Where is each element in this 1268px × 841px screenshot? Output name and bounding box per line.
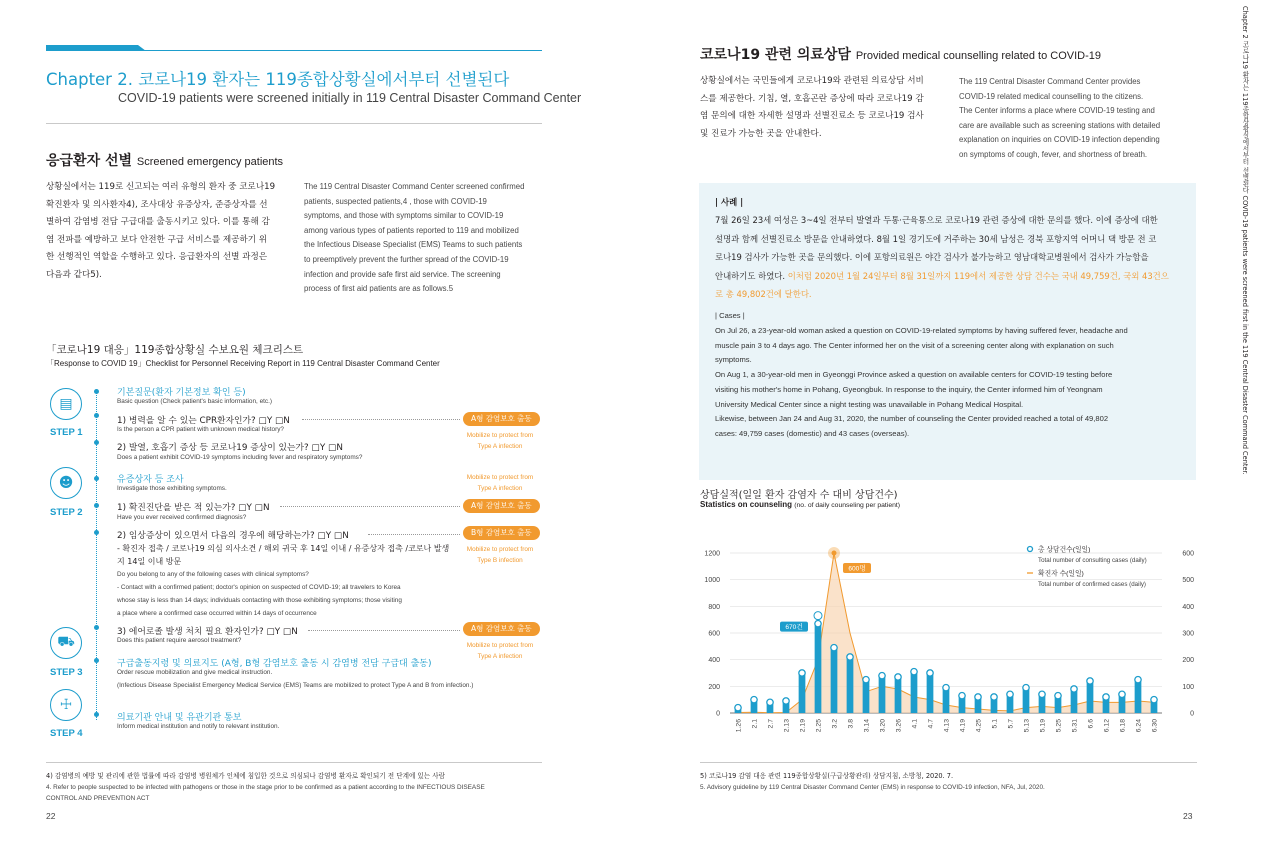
divider — [46, 123, 542, 124]
step-1-label: STEP 1 — [50, 427, 83, 438]
bar-marker — [783, 698, 789, 704]
footnote-divider — [700, 762, 1197, 763]
x-tick-label: 4.13 — [943, 719, 951, 733]
bar — [911, 672, 918, 713]
x-tick-label: 5.31 — [1071, 719, 1079, 733]
rescue-order-en: Order rescue mobilization and give medical instruction. — [117, 669, 273, 676]
bar — [1087, 681, 1094, 713]
x-tick-label: 2.25 — [815, 719, 823, 733]
timeline-dot — [94, 413, 99, 418]
bar — [799, 673, 806, 713]
peak-marker — [814, 612, 822, 620]
basic-question-en: Basic question (Check patient's basic information, etc.) — [117, 398, 273, 405]
bar-marker — [943, 684, 949, 690]
question-cpr-en: Is the person a CPR patient with unknown medical history? — [117, 426, 284, 433]
x-tick-label: 6.18 — [1119, 719, 1127, 733]
section-heading-screening — [46, 150, 283, 170]
x-tick-label: 5.13 — [1023, 719, 1031, 733]
chapter-header-bar — [46, 45, 542, 51]
y-tick-label-left: 0 — [716, 710, 720, 718]
question-clinical-en: whose stay is less than 14 days; individuals contacting with those exhibiting symptoms; those visiting — [117, 597, 402, 604]
footnote-en: 5. Advisory guideline by 119 Central Disaster Command Center (EMS) in response to COVID-19 infection, NFA, Jul, 2020. — [700, 784, 1045, 791]
bar-marker — [831, 644, 837, 650]
x-tick-label: 6.30 — [1151, 719, 1159, 733]
y-tick-label-left: 400 — [708, 657, 720, 665]
x-tick-label: 3.8 — [847, 719, 855, 729]
y-tick-label-right: 0 — [1190, 710, 1194, 718]
type-a-note: Mobilize to protect from Type A infection — [466, 642, 534, 660]
section-heading-ko: 코로나19 관련 의료상담 — [700, 47, 851, 63]
chapter-title: Chapter 2. 코로나19 환자는 119종합상황실에서부터 선별된다 — [46, 70, 510, 89]
section-heading-en: Provided medical counselling related to COVID-19 — [855, 50, 1102, 62]
x-tick-label: 2.1 — [751, 719, 759, 729]
x-tick-label: 5.1 — [991, 719, 999, 729]
body-line: patients, suspected patients,4 , those with COVID-19 — [304, 196, 487, 206]
bar-marker — [927, 670, 933, 676]
footnote-en: 4. Refer to people suspected to be infected with pathogens or those in the stage prior to be confirmed as a patient according to the INFECTIOUS DISEASE CONTROL AND PREVENTION ACT — [46, 784, 485, 802]
x-tick-label: 3.26 — [895, 719, 903, 733]
investigate-en: Investigate those exhibiting symptoms. — [117, 485, 227, 492]
legend-label: Total number of consulting cases (daily) — [1038, 557, 1147, 564]
x-tick-label: 4.25 — [975, 719, 983, 733]
bar — [927, 673, 934, 713]
bar-marker — [735, 704, 741, 710]
question-clinical-en: a place where a confirmed case occurred within 14 days of occurrence — [117, 610, 317, 617]
bar-marker — [895, 674, 901, 680]
bar-marker — [1023, 684, 1029, 690]
timeline-dot — [94, 389, 99, 394]
legend-label: Total number of confirmed cases (daily) — [1038, 581, 1146, 588]
body-text-en — [959, 75, 1199, 163]
body-line: The Center informs a place where COVID-19 testing and — [959, 106, 1155, 116]
question-diagnosis-en: Have you ever received confirmed diagnosis? — [117, 514, 247, 521]
footnote-ko: 5) 코로나19 감염 대응 관련 119종합상황실(구급상황관리) 상담지침, 소방청, 2020. 7. — [700, 772, 954, 780]
leader-line — [308, 630, 460, 631]
bar-marker — [879, 672, 885, 678]
x-tick-label: 4.7 — [927, 719, 935, 729]
vertical-running-title: Chapter 2 코로나19 환자는 119종합상황실에서부터 선별된다 COVID-19 patients were screened first in the 119 Central Disaster Command Center. — [1241, 6, 1249, 475]
notify-title: 의료기관 안내 및 유관기관 통보 — [117, 713, 242, 723]
bar — [879, 676, 886, 713]
x-tick-label: 2.19 — [799, 719, 807, 733]
body-line: The 119 Central Disaster Command Center screened confirmed — [304, 182, 525, 191]
bar — [815, 624, 822, 713]
bar-marker — [815, 620, 821, 626]
body-line: infection and provide safe first aid service. The screening — [304, 269, 501, 279]
bar-marker — [751, 696, 757, 702]
question-clinical: 2) 임상증상이 있으면서 다음의 경우에 해당하는가? □Y □N — [117, 531, 349, 541]
counseling-chart — [700, 540, 1200, 750]
legend-label: 총 상담건수(일일) — [1038, 546, 1091, 554]
step-4-label: STEP 4 — [50, 728, 83, 739]
bar-marker — [975, 694, 981, 700]
bar-marker — [1119, 691, 1125, 697]
section-heading-counselling — [700, 44, 1101, 64]
question-aerosol-en: Does this patient require aerosol treatment? — [117, 637, 242, 644]
chapter-subtitle: COVID-19 patients were screened initially in 119 Central Disaster Command Center — [118, 91, 582, 105]
x-tick-label: 3.20 — [879, 719, 887, 733]
type-a-tag: A형 감염보호 출동 — [463, 622, 540, 636]
question-cpr: 1) 병력을 알 수 있는 CPR환자인가? □Y □N — [117, 416, 290, 426]
x-tick-label: 2.13 — [783, 719, 791, 733]
x-tick-label: 6.24 — [1135, 719, 1143, 733]
bar-marker — [1103, 694, 1109, 700]
body-text-en — [304, 180, 544, 297]
bar — [895, 677, 902, 713]
x-tick-label: 3.2 — [831, 719, 839, 729]
checklist-title-ko: 「코로나19 대응」119종합상황실 수보요원 체크리스트 — [46, 344, 304, 356]
bar — [863, 680, 870, 713]
bar-marker — [1087, 678, 1093, 684]
question-clinical-detail: - 확진자 접촉 / 코로나19 의심 의사소견 / 해외 귀국 후 14일 이내 / 유증상자 접촉 /코로나 발생 — [117, 544, 450, 553]
page-number-right: 23 — [1183, 811, 1193, 821]
x-tick-label: 5.19 — [1039, 719, 1047, 733]
case-box — [699, 183, 1196, 480]
y-tick-label-right: 100 — [1182, 683, 1194, 691]
x-tick-label: 4.19 — [959, 719, 967, 733]
y-tick-label-right: 500 — [1182, 577, 1194, 585]
body-line: explanation on inquiries on COVID-19 infection depending — [959, 135, 1160, 145]
bar-marker — [1151, 696, 1157, 702]
type-b-tag: B형 감염보호 출동 — [463, 526, 540, 540]
leader-line — [302, 419, 460, 420]
body-line: on symptoms of cough, fever, and shortness of breath. — [959, 149, 1148, 159]
body-text-ko — [700, 73, 945, 143]
bar-marker — [1007, 691, 1013, 697]
bar — [831, 648, 838, 713]
timeline-dot — [94, 658, 99, 663]
body-line: care are available such as screening stations with detailed — [959, 120, 1161, 130]
y-tick-label-left: 1200 — [704, 550, 720, 558]
legend-marker — [1028, 547, 1033, 552]
x-tick-label: 6.6 — [1087, 719, 1095, 729]
question-clinical-en: - Contact with a confirmed patient; doctor's opinion on suspected of COVID-19; all travelers to Korea — [117, 584, 401, 591]
bar-marker — [767, 699, 773, 705]
x-tick-label: 6.12 — [1103, 719, 1111, 733]
type-a-tag: A형 감염보호 출동 — [463, 412, 540, 426]
type-a-note: Mobilize to protect from Type A infection — [466, 474, 534, 492]
y-tick-label-left: 200 — [708, 683, 720, 691]
step-2-label: STEP 2 — [50, 507, 83, 518]
body-line: symptoms, and those with symptoms similar to COVID-19 — [304, 211, 504, 221]
x-tick-label: 4.1 — [911, 719, 919, 729]
y-tick-label-right: 600 — [1182, 550, 1194, 558]
question-symptoms: 2) 발열, 호흡기 증상 등 코로나19 증상이 있는가? □Y □N — [117, 443, 343, 453]
body-line: 다음과 같다5). — [46, 269, 102, 280]
bar-marker — [1071, 686, 1077, 692]
x-tick-label: 5.7 — [1007, 719, 1015, 729]
bar-marker — [1055, 692, 1061, 698]
leader-line — [280, 506, 460, 507]
body-line: 한 선행적인 역할을 수행하고 있다. 응급환자의 선별 과정은 — [46, 252, 268, 262]
bar — [847, 657, 854, 713]
case-text-en: On Jul 26, a 23-year-old woman asked a question on COVID-19-related symptoms by having suffered fever, headache and muscle pain 3 to 4 days ago. The Center informed her on the visit of a screening center along with explanation on such symptoms. On Aug 1, a 30-year-old men in Gyeonggi Province asked a question on available centers for COVID-19 testing before visiting his mother's home in Pohang, Gyeongbuk. In response to the inquiry, the Center informed him of Yeongnam University Medical Center since a night testing was unavailable in Pohang Medical Hospital. Likewise, between Jan 24 and Aug 31, 2020, the number of counseling the Center provided reached a total of 49,802 cases: 49,759 cases (domestic) and 43 cases (overseas). — [715, 326, 1128, 438]
type-a-tag: A형 감염보호 출동 — [463, 499, 540, 513]
body-text-ko — [46, 179, 291, 284]
body-line: 상황실에서는 119로 신고되는 여러 유형의 환자 중 코로나19 — [46, 182, 276, 192]
y-tick-label-right: 300 — [1182, 630, 1194, 638]
timeline-dot — [94, 503, 99, 508]
y-tick-label-left: 600 — [708, 630, 720, 638]
bar-marker — [799, 670, 805, 676]
x-tick-label: 5.25 — [1055, 719, 1063, 733]
case-text-ko: 7월 26일 23세 여성은 3~4일 전부터 발열과 두통·근육통으로 코로나19 관련 증상에 대한 문의를 했다. 이에 증상에 대한 설명과 함께 선별진료소 방문을 안내하였다. 8월 1일 경기도에 거주하는 30세 남성은 경북 포항지역 어머니 댁 방문 전 코 로나19 검사가 가능한 곳을 문의했다. 이에 포항의료원은 야간 검사가 불가능하고 영남대학교병원에서 검사가 가능함을 안내하기도 하였다. 이처럼 2020년 1월 24일부터 8월 31일까지 119에서 제공한 상담 건수는 국내 49,759건, 국외 43건으 로 총 49,802건에 달한다. — [715, 211, 1193, 304]
question-clinical-detail: 지 14일 이내 방문 — [117, 557, 182, 566]
body-line: to preemptively prevent the further spread of the COVID-19 — [304, 254, 509, 264]
checklist-title-en: 「Response to COVID 19」Checklist for Personnel Receiving Report in 119 Central Disaster Command Center — [46, 359, 440, 368]
y-tick-label-right: 400 — [1182, 603, 1194, 611]
type-b-note: Mobilize to protect from Type B infection — [466, 546, 534, 564]
bar-marker — [991, 694, 997, 700]
basic-question-title: 기본질문(환자 기본정보 확인 등) — [117, 388, 246, 398]
body-line: 스를 제공한다. 기침, 열, 호흡곤란 증상에 따라 코로나19 감 — [700, 93, 924, 104]
hospital-icon: ☩ — [50, 689, 82, 721]
rescue-order-title: 구급출동지령 및 의료지도 (A형, B형 감염보호 출동 시 감염병 전담 구급대 출동) — [117, 659, 432, 669]
case-label-en: | Cases | — [715, 311, 745, 320]
section-heading-ko: 응급환자 선별 — [46, 153, 133, 169]
timeline-dot — [94, 625, 99, 630]
body-line: 염 문의에 대한 자세한 설명과 선별진료소 등 코로나19 검사 — [700, 111, 924, 121]
page-number-left: 22 — [46, 811, 56, 821]
y-tick-label-left: 800 — [708, 603, 720, 611]
bar-marker — [847, 654, 853, 660]
case-label-ko: | 사례 | — [715, 197, 744, 207]
clipboard-icon: ▤ — [50, 388, 82, 420]
bar-marker — [911, 668, 917, 674]
footnote-divider — [46, 762, 542, 763]
rescue-order-en: (Infectious Disease Specialist Emergency Medical Service (EMS) Teams are mobilized to protect Type A and B from infection.) — [117, 682, 474, 689]
section-heading-en: Screened emergency patients — [136, 156, 284, 168]
body-line: 확진환자 및 의사환자4), 조사대상 유증상자, 준증상자를 선 — [46, 199, 268, 210]
timeline-dot — [94, 440, 99, 445]
bar — [1135, 680, 1142, 713]
bar-marker — [959, 692, 965, 698]
body-line: COVID-19 related medical counselling to the citizens. — [959, 91, 1144, 101]
leader-line — [368, 534, 460, 535]
type-a-note: Mobilize to protect from Type A infection — [466, 432, 534, 450]
body-line: process of first aid patients are as follows.5 — [304, 284, 454, 294]
person-mask-icon: ☻ — [50, 467, 82, 499]
body-line: The 119 Central Disaster Command Center provides — [959, 77, 1141, 86]
question-aerosol: 3) 에어로졸 발생 처치 필요 환자인가? □Y □N — [117, 627, 298, 637]
question-clinical-en: Do you belong to any of the following cases with clinical symptoms? — [117, 571, 309, 578]
x-tick-label: 3.14 — [863, 719, 871, 733]
body-line: 상황실에서는 국민들에게 코로나19와 관련된 의료상담 서비 — [700, 76, 924, 86]
annotation-label: 670건 — [785, 624, 803, 632]
chart-title-en: Statistics on counseling (no. of daily counseling per patient) — [700, 500, 901, 509]
timeline-dot — [94, 476, 99, 481]
body-line: 염 전파를 예방하고 보다 안전한 구급 서비스를 제공하기 위 — [46, 234, 268, 245]
question-symptoms-en: Does a patient exhibit COVID-19 symptoms including fever and respiratory symptoms? — [117, 454, 363, 461]
peak-marker — [832, 551, 837, 556]
timeline-dot — [94, 712, 99, 717]
body-line: 및 진료가 가능한 곳을 안내한다. — [700, 128, 822, 139]
bar-marker — [1135, 676, 1141, 682]
y-tick-label-right: 200 — [1182, 657, 1194, 665]
body-line: the Infectious Disease Specialist (EMS) Teams to such patients — [304, 240, 523, 250]
legend-label: 확진자 수(일일) — [1038, 570, 1084, 578]
case-highlight: 로 총 49,802건에 달한다. — [715, 289, 812, 299]
question-diagnosis: 1) 확진진단을 받은 적 있는가? □Y □N — [117, 503, 270, 513]
x-tick-label: 1.26 — [735, 719, 743, 733]
notify-en: Inform medical institution and notify to relevant institution. — [117, 723, 280, 730]
step-3-label: STEP 3 — [50, 667, 83, 678]
chart-title-ko: 상담실적(일일 환자 감염자 수 대비 상담건수) — [700, 490, 898, 501]
bar-marker — [863, 676, 869, 682]
footnote-ko: 4) 감염병의 예방 및 관리에 관한 법률에 따라 감염병 병원체가 인체에 침입한 것으로 의심되나 감염병 환자로 확인되기 전 단계에 있는 사람 — [46, 772, 446, 780]
investigate-title: 유증상자 등 조사 — [117, 475, 184, 485]
bar-marker — [1039, 691, 1045, 697]
annotation-label: 600명 — [848, 565, 866, 573]
y-tick-label-left: 1000 — [704, 577, 720, 585]
ambulance-icon: ⛟ — [50, 627, 82, 659]
case-highlight: 이처럼 2020년 1월 24일부터 8월 31일까지 119에서 제공한 상담 건수는 국내 49,759건, 국외 43건으 — [785, 270, 1169, 281]
x-tick-label: 2.7 — [767, 719, 775, 729]
body-line: 별하여 감염병 전담 구급대를 출동시키고 있다. 이를 통해 감 — [46, 217, 270, 227]
timeline-dot — [94, 530, 99, 535]
body-line: among various types of patients reported to 119 and mobilized — [304, 225, 519, 235]
